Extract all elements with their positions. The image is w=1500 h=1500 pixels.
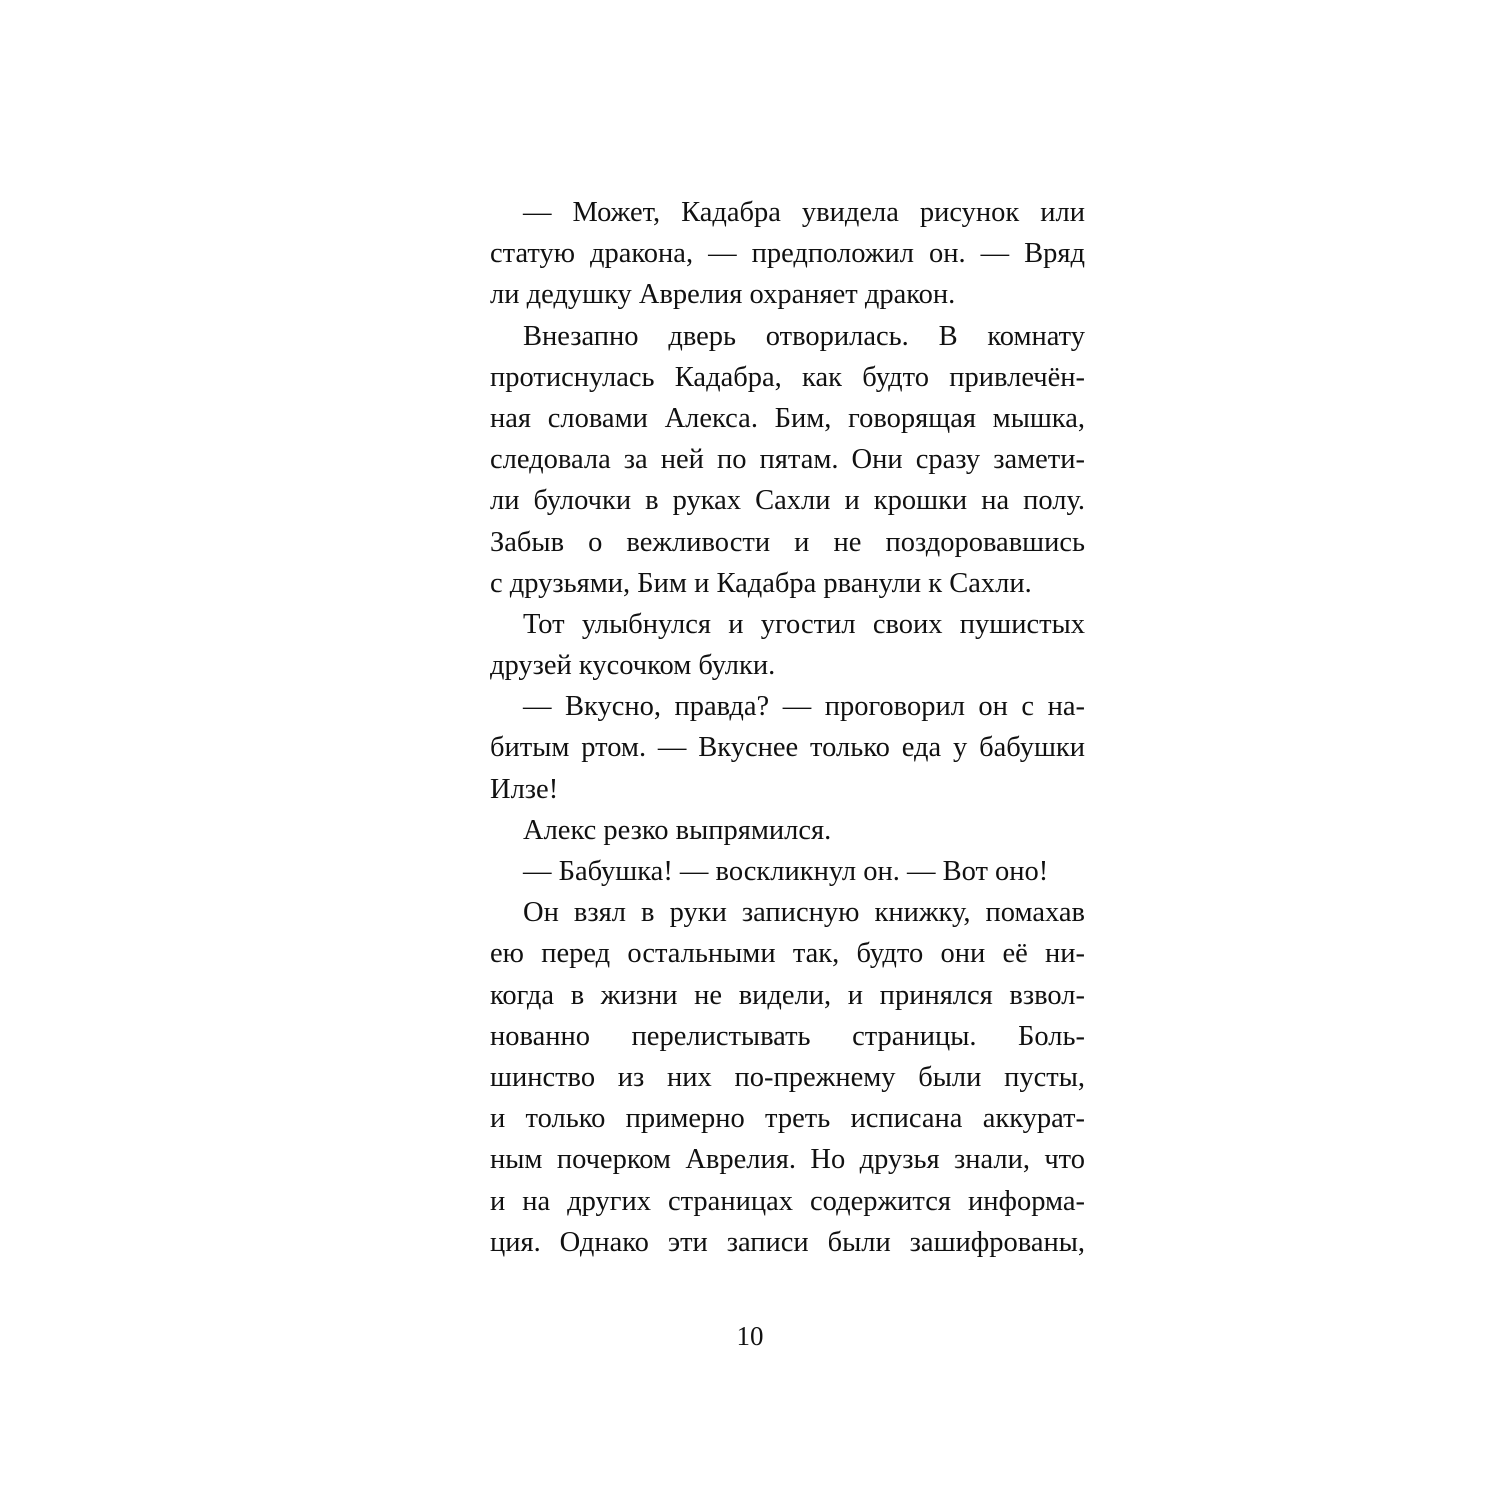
- text-line: Тот улыбнулся и угостил своих пушистых: [523, 608, 1085, 640]
- text-line: когда в жизни не видели, и принялся взвол-: [490, 979, 1085, 1011]
- text-line: нованно перелистывать страницы. Боль-: [490, 1020, 1085, 1052]
- body-text: [490, 192, 1085, 1263]
- text-line: битым ртом. — Вкуснее только еда у бабушки: [490, 732, 1085, 764]
- text-line: — Может, Кадабра увидела рисунок или: [523, 197, 1085, 228]
- text-line: — Вкусно, правда? — проговорил он с на-: [523, 691, 1085, 723]
- page-number: 10: [736, 1321, 764, 1351]
- text-line: — Бабушка! — воскликнул он. — Вот оно!: [523, 856, 1049, 887]
- text-line: ли дедушку Аврелия охраняет дракон.: [490, 279, 956, 311]
- text-line: и только примерно треть исписана аккурат-: [490, 1103, 1085, 1135]
- text-line: ная словами Алекса. Бим, говорящая мышка,: [490, 402, 1085, 434]
- text-line: шинство из них по-прежнему были пусты,: [490, 1061, 1085, 1093]
- text-line: и на других страницах содержится информа-: [490, 1185, 1085, 1217]
- text-line: друзей кусочком булки.: [490, 650, 776, 682]
- text-line: Забыв о вежливости и не поздоровавшись: [490, 526, 1085, 558]
- text-line: ею перед остальными так, будто они её ни-: [490, 938, 1085, 970]
- text-line: Илзе!: [490, 773, 559, 805]
- text-line: следовала за ней по пятам. Они сразу замети-: [490, 444, 1085, 476]
- text-line: ция. Однако эти записи были зашифрованы,: [490, 1226, 1085, 1258]
- text-line: с друзьями, Бим и Кадабра рванули к Сахли.: [490, 567, 1032, 599]
- text-line: статую дракона, — предположил он. — Вряд: [490, 238, 1085, 270]
- text-line: Алекс резко выпрямился.: [523, 814, 832, 846]
- text-line: протиснулась Кадабра, как будто привлечён-: [490, 361, 1085, 393]
- text-line: Он взял в руки записную книжку, помахав: [523, 897, 1085, 929]
- text-line: ли булочки в руках Сахли и крошки на полу.: [490, 485, 1085, 517]
- text-line: Внезапно дверь отворилась. В комнату: [523, 320, 1085, 352]
- text-line: ным почерком Аврелия. Но друзья знали, что: [490, 1144, 1085, 1176]
